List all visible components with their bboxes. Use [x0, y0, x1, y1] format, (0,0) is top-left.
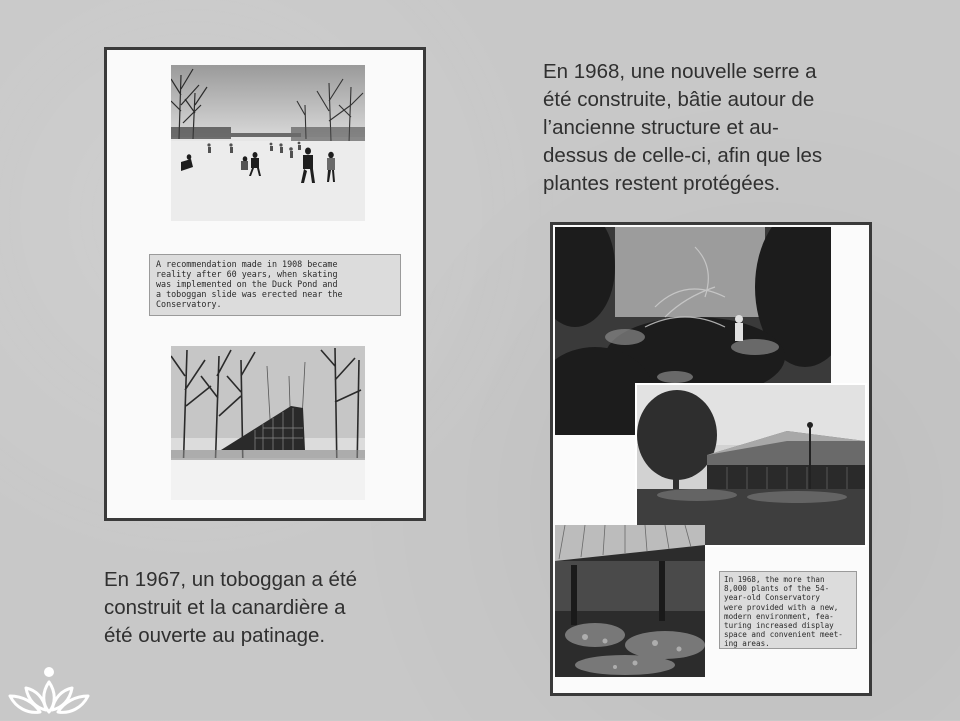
- skating-photo: [171, 65, 365, 221]
- toboggan-photo: [171, 346, 365, 500]
- lotus-logo-icon: [6, 664, 92, 716]
- left-clipping-scan: [104, 47, 426, 521]
- greenhouse-photo: [555, 525, 705, 677]
- right-caption: In 1968, the more than 8,000 plants of the 54- year-old Conservatory were provided with a new, modern environment, fea- turing increased display space and convenient meet- ing areas.: [719, 571, 857, 649]
- background-article-text-left: [557, 439, 629, 519]
- text-1968-greenhouse: En 1968, une nouvelle serre a été construite, bâtie autour de l’ancienne structure et au- dessus de celle-ci, afin que les plantes restent protégées.: [543, 60, 823, 195]
- text-1967-toboggan: En 1967, un toboggan a été construit et la canardière a été ouverte au patinage.: [104, 568, 358, 647]
- conservatory-exterior-photo: [635, 383, 867, 547]
- left-caption: A recommendation made in 1908 became reality after 60 years, when skating was implemented on the Duck Pond and a toboggan slide was erected near the Conservatory.: [149, 254, 401, 316]
- right-clipping-scan: [550, 222, 872, 696]
